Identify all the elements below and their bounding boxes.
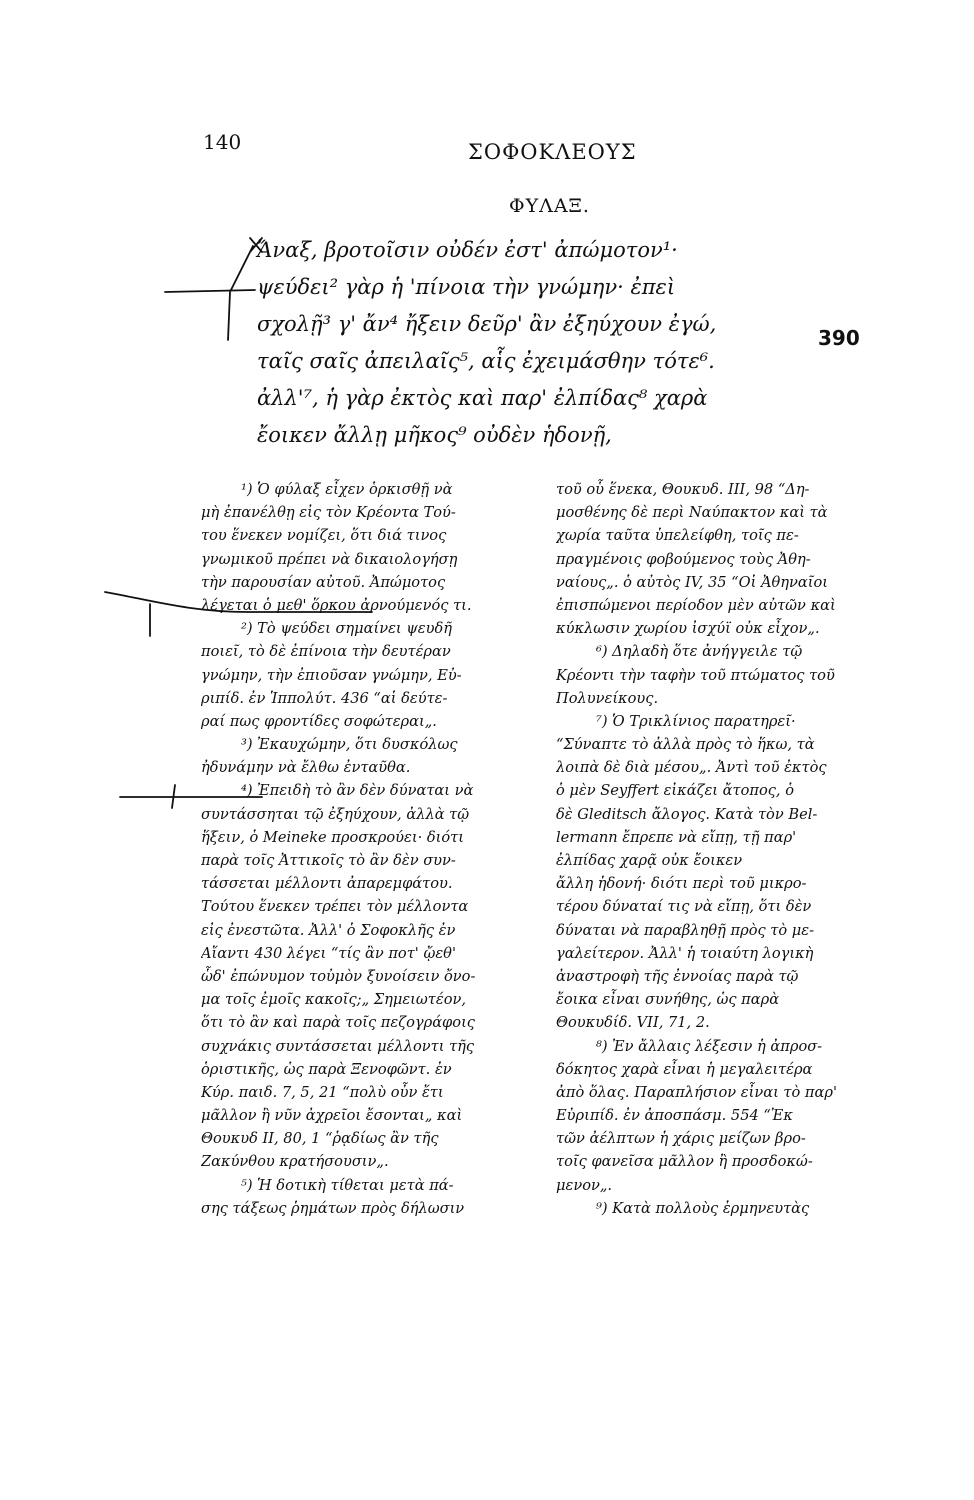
footnote-line: δὲ Gleditsch ἄλογος. Κατὰ τὸν Bel- [556, 805, 818, 823]
footnote-line: Κρέοντι τὴν ταφὴν τοῦ πτώματος τοῦ [556, 666, 835, 684]
verse-line: ἀλλ'⁷, ἡ γὰρ ἐκτὸς καὶ παρ' ἐλπίδας⁸ χαρὰ [257, 386, 708, 410]
footnote-line: μενον„. [556, 1176, 613, 1194]
footnote-line: τάσσεται μέλλοντι ἀπαρεμφάτου. [201, 875, 453, 893]
footnote-line: εἰς ἐνεστῶτα. Ἀλλ' ὁ Σοφοκλῆς ἐν [201, 921, 456, 939]
footnote-line: Εὐριπίδ. ἐν ἀποσπάσμ. 554 “Ἐκ [556, 1107, 793, 1125]
footnote-line: λέγεται ὁ μεθ' ὅρκου ἀρνούμενός τι. [201, 596, 472, 614]
footnote-line: ἐπισπώμενοι περίοδον μὲν αὐτῶν καὶ [556, 596, 836, 614]
footnote-line: μᾶλλον ἢ νῦν ἀχρεῖοι ἔσονται„ καὶ [201, 1107, 463, 1125]
footnote-line: συχνάκις συντάσσεται μέλλοντι τῆς [201, 1037, 475, 1055]
footnote-line: ⁴) Ἐπειδὴ τὸ ἂν δὲν δύναται νὰ [241, 782, 474, 800]
footnote-line: ⁷) Ὁ Τρικλίνιος παρατηρεῖ· [596, 712, 796, 730]
footnote-line: Θουκυδίδ. VII, 71, 2. [556, 1014, 710, 1032]
footnote-line: ἥξειν, ὁ Meineke προσκρούει· διότι [201, 828, 464, 846]
verse-line: Ἄναξ, βροτοῖσιν οὐδέν ἐστ' ἀπώμοτον¹· [257, 238, 678, 262]
footnote-line: δόκητος χαρὰ εἶναι ἡ μεγαλειτέρα [556, 1060, 813, 1078]
verse-line: σχολῇ³ γ' ἄν⁴ ἤξειν δεῦρ' ἂν ἐξηύχουν ἐγώ, [257, 312, 717, 336]
verse-line: ψεύδει² γὰρ ἡ 'πίνοια τὴν γνώμην· ἐπεὶ [257, 275, 676, 299]
verse-block [257, 232, 817, 454]
footnote-line: παρὰ τοῖς Ἀττικοῖς τὸ ἂν δὲν συν- [201, 852, 456, 869]
footnote-line: ⁸) Ἐν ἄλλαις λέξεσιν ἡ ἀπροσ- [596, 1037, 823, 1055]
footnote-line: ⁶) Δηλαδὴ ὅτε ἀνήγγειλε τῷ [596, 643, 803, 661]
footnote-line: τέρου δύναταί τις νὰ εἴπῃ, ὅτι δὲν [556, 898, 812, 916]
footnote-line: ποιεῖ, τὸ δὲ ἐπίνοια τὴν δευτέραν [201, 643, 451, 661]
footnote-line: δύναται νὰ παραβληθῇ πρὸς τὸ με- [556, 921, 815, 939]
page-number: 140 [203, 130, 242, 154]
footnote-line: τοῦ οὗ ἕνεκα, Θουκυδ. ΙΙΙ, 98 “Δη- [556, 481, 810, 498]
footnote-line: Ζακύνθου κρατήσουσιν„. [201, 1153, 389, 1171]
footnote-line: Αἴαντι 430 λέγει “τίς ἂν ποτ' ᾤεθ' [201, 944, 456, 962]
footnote-line: μὴ ἐπανέλθῃ εἰς τὸν Κρέοντα Τού- [201, 504, 456, 522]
footnote-line: κύκλωσιν χωρίου ἰσχύϊ οὐκ εἶχον„. [556, 620, 820, 638]
footnote-line: ³) Ἐκαυχώμην, ὅτι δυσκόλως [241, 736, 458, 754]
line-number: 390 [818, 326, 860, 350]
footnote-line: τὴν παρουσίαν αὐτοῦ. Ἀπώμοτος [201, 573, 446, 591]
footnote-line: μα τοῖς ἐμοῖς κακοῖς;„ Σημειωτέον, [201, 991, 467, 1009]
footnote-line: ὁ μὲν Seyffert εἰκάζει ἄτοπος, ὁ [556, 782, 794, 800]
footnote-line: σης τάξεως ῥημάτων πρὸς δήλωσιν [201, 1199, 465, 1217]
footnote-line: Θουκυδ ΙΙ, 80, 1 “ῥᾳδίως ἂν τῆς [201, 1130, 439, 1148]
speaker-label: ΦΥΛΑΞ. [509, 195, 590, 217]
footnote-line: lermann ἔπρεπε νὰ εἴπῃ, τῇ παρ' [556, 828, 797, 846]
footnote-line: χωρία ταῦτα ὑπελείφθη, τοῖς πε- [556, 527, 799, 545]
footnote-line: γνώμην, τὴν ἐπιοῦσαν γνώμην, Εὐ- [201, 666, 462, 684]
footnote-line: συντάσσηται τῷ ἐξηύχουν, ἀλλὰ τῷ [201, 805, 470, 823]
footnote-line: ἔοικα εἶναι συνήθης, ὡς παρὰ [556, 991, 780, 1009]
notes-left-column [201, 478, 523, 1220]
footnote-line: ¹) Ὁ φύλαξ εἶχεν ὁρκισθῇ νὰ [241, 481, 453, 498]
footnote-line: μοσθένης δὲ περὶ Ναύπακτον καὶ τὰ [556, 504, 828, 522]
footnote-line: Πολυνείκους. [556, 689, 659, 707]
footnote-line: ναίους„. ὁ αὐτὸς IV, 35 “Οἱ Ἀθηναῖοι [556, 573, 828, 591]
footnote-line: ἀπὸ ὅλας. Παραπλήσιον εἶναι τὸ παρ' [556, 1083, 837, 1101]
footnote-line: “Σύναπτε τὸ ἀλλὰ πρὸς τὸ ἥκω, τὰ [556, 736, 815, 754]
footnote-line: ⁵) Ἡ δοτικὴ τίθεται μετὰ πά- [241, 1176, 454, 1194]
notes-right-column [556, 478, 876, 1220]
footnote-line: Κύρ. παιδ. 7, 5, 21 “πολὺ οὖν ἔτι [201, 1083, 444, 1101]
footnote-line: ἀναστροφὴ τῆς ἐννοίας παρὰ τῷ [556, 967, 799, 985]
footnote-line: ἄλλη ἡδονή· διότι περὶ τοῦ μικρο- [556, 875, 807, 893]
footnote-line: γνωμικοῦ πρέπει νὰ δικαιολογήσῃ [201, 550, 458, 568]
footnote-line: γαλείτερον. Ἀλλ' ἡ τοιαύτη λογικὴ [556, 944, 814, 962]
verse-line: ταῖς σαῖς ἀπειλαῖς⁵, αἷς ἐχειμάσθην τότε⁶. [257, 349, 715, 373]
verse-line: ἔοικεν ἄλλῃ μῆκος⁹ οὐδὲν ἡδονῇ, [257, 423, 612, 447]
footnote-line: τῶν ἀέλπτων ἡ χάρις μείζων βρο- [556, 1130, 806, 1148]
footnote-line: ²) Τὸ ψεύδει σημαίνει ψευδῆ [241, 620, 452, 638]
footnote-line: ⁹) Κατὰ πολλοὺς ἑρμηνευτὰς [596, 1199, 810, 1217]
footnote-line: του ἕνεκεν νομίζει, ὅτι διά τινος [201, 527, 447, 545]
pen-mark-verse-bracket [165, 238, 262, 340]
footnote-line: ὧδ' ἐπώνυμον τοὐμὸν ξυνοίσειν ὄνο- [201, 967, 476, 985]
footnote-line: ὅτι τὸ ἂν καὶ παρὰ τοῖς πεζογράφοις [201, 1014, 475, 1032]
footnote-line: ἐλπίδας χαρᾷ οὐκ ἔοικεν [556, 852, 743, 869]
footnote-line: ραί πως φροντίδες σοφώτεραι„. [201, 712, 437, 730]
footnote-line: τοῖς φανεῖσα μᾶλλον ἢ προσδοκώ- [556, 1153, 813, 1171]
footnote-line: ριπίδ. ἐν Ἱππολύτ. 436 “αἱ δεύτε- [201, 689, 448, 707]
footnote-line: Τούτου ἕνεκεν τρέπει τὸν μέλλοντα [201, 898, 469, 916]
footnote-line: ἠδυνάμην νὰ ἔλθω ἐνταῦθα. [201, 759, 411, 777]
footnote-line: λοιπὰ δὲ διὰ μέσου„. Ἀντὶ τοῦ ἐκτὸς [556, 759, 827, 777]
footnote-line: ὁριστικῆς, ὡς παρὰ Ξενοφῶντ. ἐν [201, 1060, 452, 1078]
running-head: ΣΟΦΟΚΛΕΟΥΣ [468, 140, 637, 164]
footnote-line: πραγμένοις φοβούμενος τοὺς Ἀθη- [556, 550, 811, 568]
